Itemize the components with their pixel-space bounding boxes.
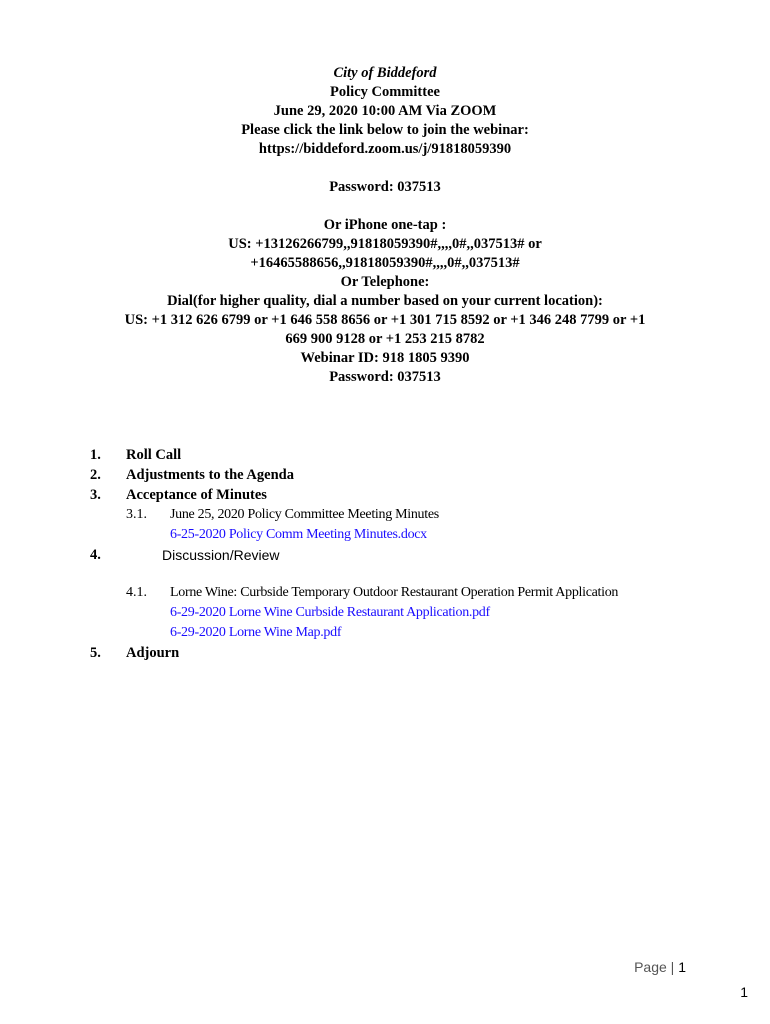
us-numbers-line-1: US: +1 312 626 6799 or +1 646 558 8656 or +1 301 715 8592 or +1 346 248 7799 or +1 bbox=[124, 312, 646, 328]
webinar-url[interactable]: https://biddeford.zoom.us/j/91818059390 bbox=[258, 141, 512, 157]
sub-item-number: 3.1. bbox=[126, 507, 147, 522]
item-number: 2. bbox=[90, 467, 101, 483]
join-instructions: Please click the link below to join the webinar: bbox=[241, 122, 529, 138]
item-number: 5. bbox=[90, 645, 101, 661]
page-number: 1 bbox=[678, 959, 686, 975]
sub-item-title: June 25, 2020 Policy Committee Meeting Minutes bbox=[170, 507, 439, 522]
sub-item-4-1 bbox=[90, 583, 710, 603]
city-title: City of Biddeford bbox=[333, 65, 437, 81]
meeting-date: June 29, 2020 10:00 AM Via ZOOM bbox=[273, 103, 497, 119]
iphone-line-1: US: +13126266799,,91818059390#,,,,0#,,037513# or bbox=[228, 236, 542, 252]
webinar-password: Password: 037513 bbox=[329, 179, 441, 195]
viewer-page-number: 1 bbox=[740, 984, 748, 1000]
minutes-docx-link[interactable]: 6-25-2020 Policy Comm Meeting Minutes.docx bbox=[170, 527, 427, 542]
item-title: Adjustments to the Agenda bbox=[126, 467, 294, 483]
agenda-list bbox=[90, 445, 710, 663]
item-title: Acceptance of Minutes bbox=[126, 487, 267, 503]
iphone-label: Or iPhone one-tap : bbox=[323, 217, 447, 233]
agenda-item-roll-call bbox=[90, 445, 710, 465]
us-numbers-line-2: 669 900 9128 or +1 253 215 8782 bbox=[285, 331, 485, 347]
agenda-item-adjustments bbox=[90, 465, 710, 485]
sub-item-3-1-link-row bbox=[90, 525, 710, 545]
sub-item-3-1 bbox=[90, 505, 710, 525]
committee-name: Policy Committee bbox=[330, 84, 440, 100]
sub-item-title: Lorne Wine: Curbside Temporary Outdoor Restaurant Operation Permit Application bbox=[170, 585, 619, 600]
meeting-header bbox=[100, 64, 670, 387]
item-title: Discussion/Review bbox=[162, 547, 280, 563]
page-footer bbox=[634, 959, 686, 975]
phone-password: Password: 037513 bbox=[329, 369, 441, 385]
item-number: 3. bbox=[90, 487, 101, 503]
page-label: Page | bbox=[634, 959, 679, 975]
sub-item-4-1-link-row-2 bbox=[90, 623, 710, 643]
item-number: 1. bbox=[90, 447, 101, 463]
webinar-id: Webinar ID: 918 1805 9390 bbox=[300, 350, 470, 366]
item-title: Adjourn bbox=[126, 645, 180, 661]
spacer bbox=[90, 565, 710, 583]
map-pdf-link[interactable]: 6-29-2020 Lorne Wine Map.pdf bbox=[170, 625, 342, 640]
agenda-item-minutes bbox=[90, 485, 710, 505]
agenda-item-discussion bbox=[90, 545, 710, 565]
dial-instructions: Dial(for higher quality, dial a number based on your current location): bbox=[167, 293, 603, 309]
agenda-item-adjourn bbox=[90, 643, 710, 663]
item-title: Roll Call bbox=[126, 447, 182, 463]
telephone-label: Or Telephone: bbox=[340, 274, 430, 290]
spacer bbox=[100, 159, 670, 178]
item-number: 4. bbox=[90, 547, 101, 563]
sub-item-number: 4.1. bbox=[126, 585, 147, 600]
iphone-line-2: +16465588656,,91818059390#,,,,0#,,037513# bbox=[250, 255, 520, 271]
spacer bbox=[100, 197, 670, 216]
application-pdf-link[interactable]: 6-29-2020 Lorne Wine Curbside Restaurant Application.pdf bbox=[170, 605, 490, 620]
sub-item-4-1-link-row-1 bbox=[90, 603, 710, 623]
